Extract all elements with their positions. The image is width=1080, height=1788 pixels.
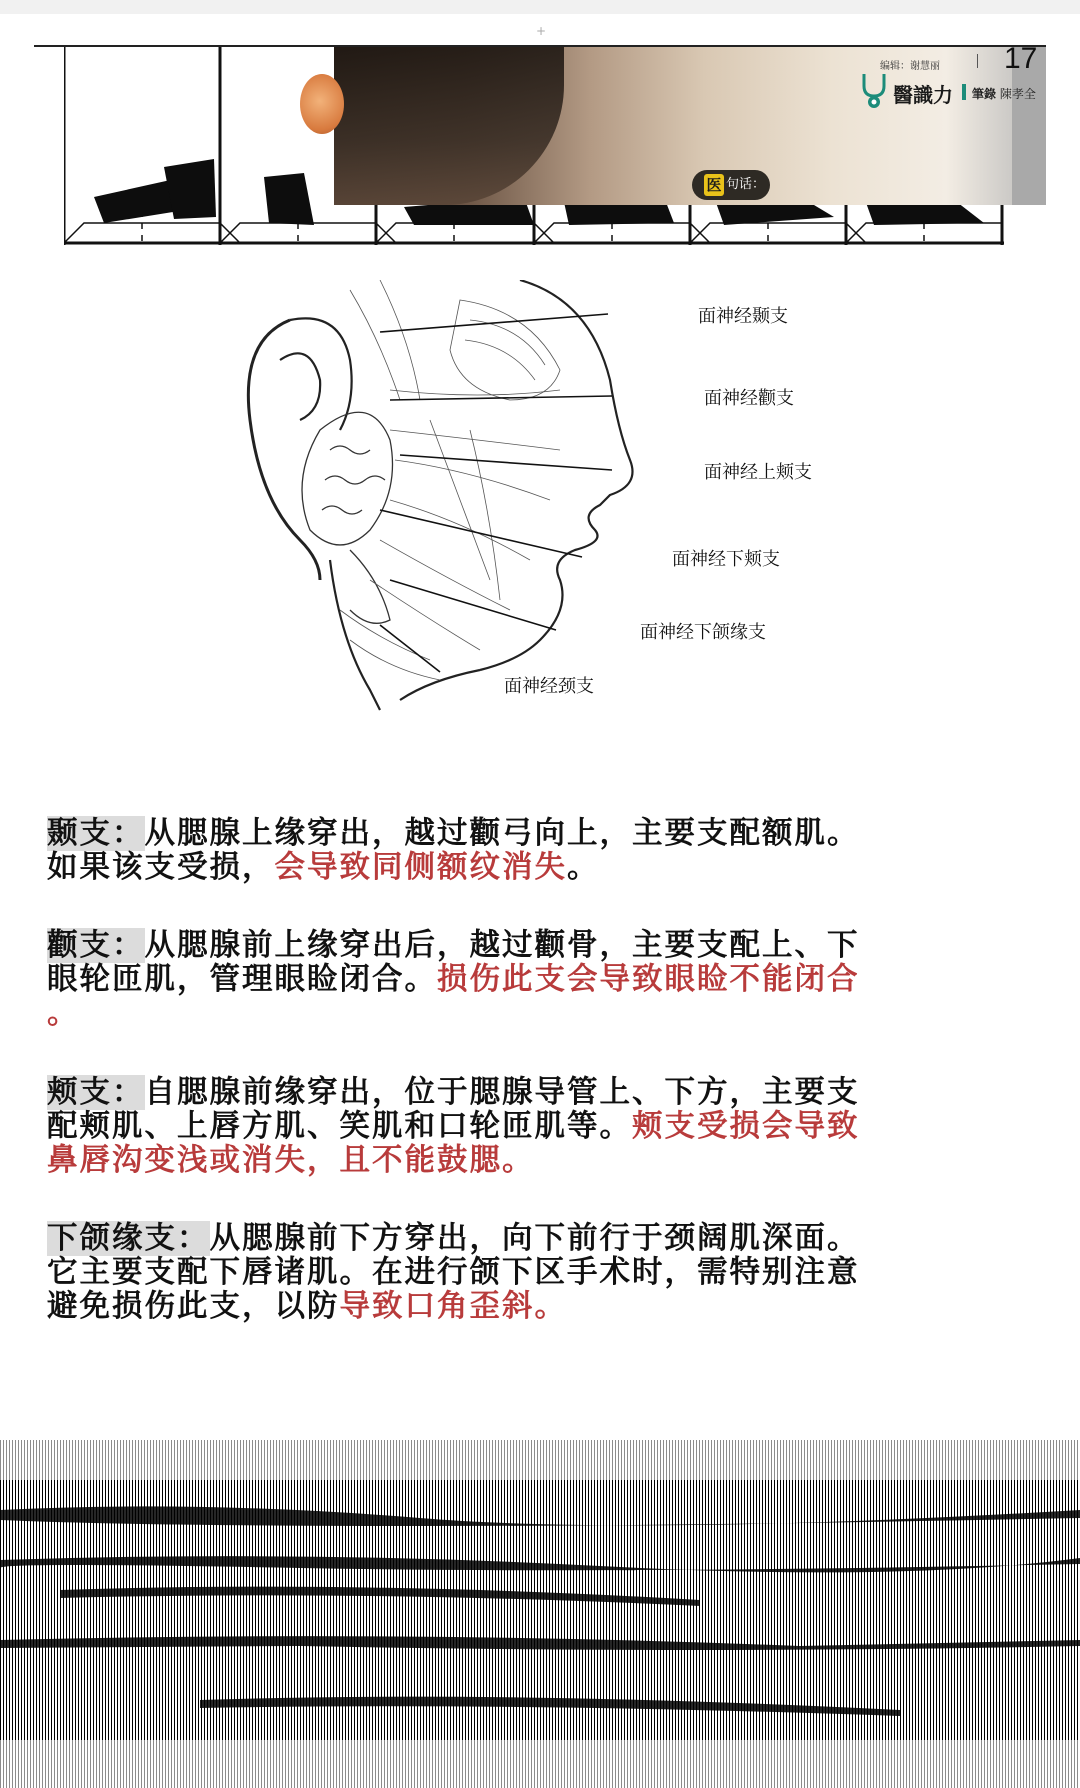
highlight-run: 鼻唇沟变浅或消失，且不能鼓腮。 xyxy=(47,1143,535,1178)
text-run: 自腮腺前缘穿出，位于腮腺导管上、下方，主要支 xyxy=(144,1075,860,1110)
badge-icon: 医 xyxy=(704,174,724,196)
label-upper-buccal-branch: 面神经上颊支 xyxy=(704,462,812,483)
highlight-run: 颊支受损会导致 xyxy=(632,1109,860,1144)
highlight-run: 导致口角歪斜。 xyxy=(339,1289,567,1324)
highlight-run: 。 xyxy=(47,996,80,1031)
header-separator xyxy=(977,54,978,68)
term-buccal: 颊支： xyxy=(47,1075,145,1110)
author-credit xyxy=(972,85,1036,102)
term-zygomatic: 颧支： xyxy=(47,928,145,963)
para-line xyxy=(47,1110,1047,1144)
banner-ear xyxy=(300,74,344,134)
registration-mark: + xyxy=(536,24,547,38)
para-line xyxy=(47,997,1047,1031)
paragraph-buccal xyxy=(47,1076,1047,1178)
magazine-logo: 醫識力 xyxy=(893,83,953,107)
banner-hair xyxy=(334,47,564,205)
paragraph-zygomatic xyxy=(47,929,1047,1031)
author-prefix: 筆錄 xyxy=(972,87,997,101)
text-run: 。 xyxy=(567,850,600,885)
text-run: 从腮腺前上缘穿出后，越过颧骨，主要支配上、下 xyxy=(144,928,860,963)
term-mandibular: 下颌缘支： xyxy=(47,1221,210,1256)
term-temporal: 颞支： xyxy=(47,816,145,851)
page-number: 17 xyxy=(1004,42,1038,75)
paragraph-mandibular xyxy=(47,1222,1047,1324)
para-line xyxy=(47,1222,1047,1256)
para-line xyxy=(47,1290,1047,1324)
quote-badge xyxy=(692,170,770,200)
label-mandibular-branch: 面神经下颌缘支 xyxy=(640,622,766,643)
logo-bar xyxy=(962,84,966,100)
text-run: 配颊肌、上唇方肌、笑肌和口轮匝肌等。 xyxy=(47,1109,632,1144)
face-illustration xyxy=(230,280,850,800)
text-run: 如果该支受损， xyxy=(47,850,275,885)
para-line xyxy=(47,1144,1047,1178)
author-name: 陳孝全 xyxy=(999,87,1036,101)
para-line xyxy=(47,963,1047,997)
stethoscope-icon xyxy=(858,72,894,112)
para-line xyxy=(47,1256,1047,1290)
text-run: 避免损伤此支，以防 xyxy=(47,1289,340,1324)
text-run: 眼轮匝肌，管理眼睑闭合。 xyxy=(47,962,437,997)
label-zygomatic-branch: 面神经颧支 xyxy=(704,388,794,409)
badge-text: 句话： xyxy=(726,177,766,192)
facial-nerve-diagram xyxy=(230,280,850,800)
para-line xyxy=(47,929,1047,963)
highlight-run: 会导致同侧额纹消失 xyxy=(274,850,567,885)
para-line xyxy=(47,817,1047,851)
label-temporal-branch: 面神经颞支 xyxy=(698,306,788,327)
para-line xyxy=(47,851,1047,885)
editor-credit: 编辑：谢慧丽 xyxy=(880,61,940,72)
top-strip xyxy=(0,0,1080,14)
paragraph-temporal xyxy=(47,817,1047,885)
top-rule xyxy=(34,45,1046,47)
scan-noise-streaks xyxy=(0,1440,1080,1788)
text-run: 从腮腺上缘穿出，越过颧弓向上，主要支配额肌。 xyxy=(144,816,860,851)
text-run: 它主要支配下唇诸肌。在进行颌下区手术时，需特别注意 xyxy=(47,1255,860,1290)
highlight-run: 损伤此支会导致眼睑不能闭合 xyxy=(437,962,860,997)
label-cervical-branch: 面神经颈支 xyxy=(504,676,594,697)
label-lower-buccal-branch: 面神经下颊支 xyxy=(672,549,780,570)
text-run: 从腮腺前下方穿出，向下前行于颈阔肌深面。 xyxy=(209,1221,860,1256)
para-line xyxy=(47,1076,1047,1110)
